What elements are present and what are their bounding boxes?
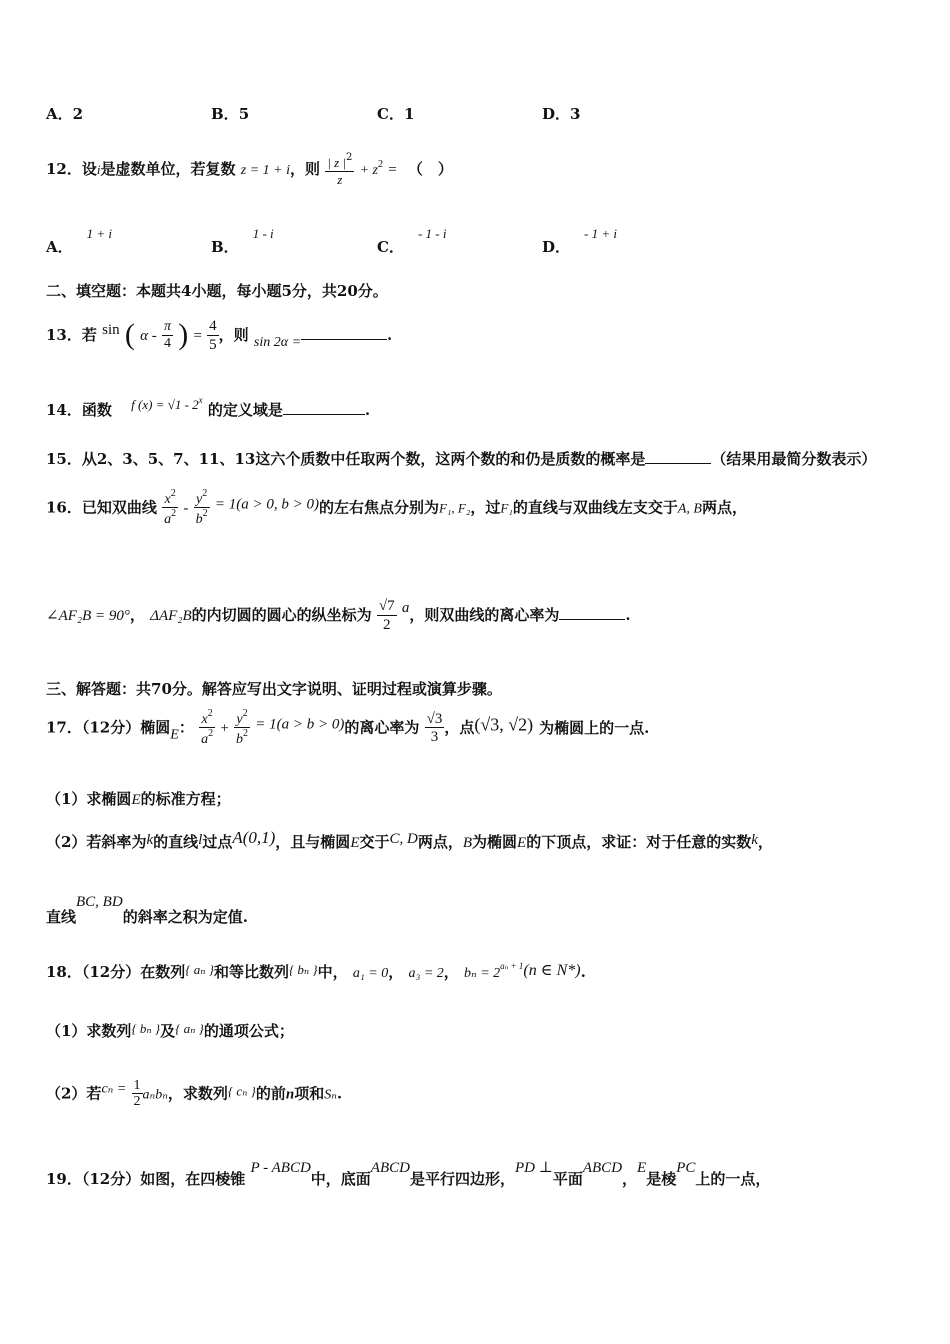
fraction-pi-over-4: $\frac{\pi}{4}$ [163,319,171,351]
fraction-x2-a2-ellipse: $\frac{x^2}{a^2}$ [201,708,214,748]
question-17-part-1: （1）求椭圆E的标准方程； [46,790,231,808]
question-17-part-2-continued: 直线BC, BD的斜率之积为定值. [46,894,248,926]
q16-answer-blank[interactable] [559,619,625,620]
q11-choice-c: C．1 [377,105,415,123]
section-2-heading: 二、填空题：本题共4小题，每小题5分，共20分。 [46,282,388,300]
question-17-part-2: （2）若斜率为k的直线l过点A(0,1)，且与椭圆E交于C, D两点，B为椭圆E的下顶点，求证：对于任意的实数k， [46,828,773,851]
q12-choice-c: C．- 1 - i [377,226,447,256]
fraction-y2-b2-ellipse: $\frac{y^2}{b^2}$ [236,708,249,748]
question-16: 16．已知双曲线 $\frac{x^2}{a^2}$ - $\frac{y^2}{b^2}$ = 1(a > 0, b > 0)的左右焦点分别为F₁, F₂，过F₁的直线与双曲线左支交于A, B两点， [46,488,747,528]
fraction-sqrt7-over-2: $\frac{√7}{2}$ [378,598,395,633]
question-13: 13．若 sin ( α - $\frac{\pi}{4}$ ) = $\frac{4}{5}$ ，则 sin 2α = . [46,318,393,353]
fraction-abs-z: $\frac{| z |^2}{z}$ [327,152,353,188]
q11-choice-d: D．3 [542,105,581,123]
question-18: 18．（12分）在数列{ aₙ }和等比数列{ bₙ }中， a₁ = 0， a₃ = 2， $b_n = 2^{a_n + 1}(n$ ∈ N*). [46,961,586,981]
fraction-one-half: $\frac{1}{2}$ [133,1078,141,1110]
fraction-y2-b2: $\frac{y^2}{b^2}$ [195,488,208,528]
q12-choice-a: A．1 + i [46,226,113,256]
q12-choice-b: B．1 - i [211,226,274,256]
question-18-part-1: （1）求数列{ bₙ }及{ aₙ }的通项公式； [46,1021,294,1040]
question-14: 14．函数 f (x) = √1 - 2$^x$ 的定义域是 . [46,395,371,419]
q11-choice-a: A．2 [46,105,84,123]
section-3-heading: 三、解答题：共70分。解答应写出文字说明、证明过程或演算步骤。 [46,680,502,698]
question-17: 17．（12分）椭圆E： $\frac{x^2}{a^2}$ + $\frac{y^2}{b^2}$ = 1(a > b > 0)的离心率为 $\frac{√3}{3}$ ，点(√3, √2) 为椭圆上的一点. [46,708,650,748]
q12-choice-d: D．- 1 + i [542,226,617,256]
fraction-x2-a2: $\frac{x^2}{a^2}$ [164,488,177,528]
question-16-continued: ∠AF₂B = 90°， ΔAF₂B的内切圆的圆心的纵坐标为 $\frac{√7}{2}$ a，则双曲线的离心率为 . [46,598,631,633]
question-18-part-2: （2）若cₙ = $\frac{1}{2}$ aₙbₙ，求数列{ cₙ }的前n项和Sₙ. [46,1078,343,1110]
fraction-sqrt3-over-3: $\frac{√3}{3}$ [426,710,443,746]
question-12: 12．设i是虚数单位，若复数 z = 1 + i，则 $\frac{| z |^2}{z}$ + $z^2$ = （ ） [46,152,453,188]
question-19: 19．（12分）如图，在四棱锥 P - ABCD中，底面ABCD是平行四边形，PD ⊥平面ABCD，E是棱PC上的一点， [46,1160,771,1188]
fraction-4-over-5: $\frac{4}{5}$ [209,318,217,353]
question-15: 15．从2、3、5、7、11、13这六个质数中任取两个数，这两个数的和仍是质数的概率是 （结果用最简分数表示） [46,450,877,468]
q11-choice-b: B．5 [211,105,250,123]
q15-answer-blank[interactable] [645,463,711,464]
q14-answer-blank[interactable] [283,414,365,415]
q13-answer-blank[interactable] [301,339,387,340]
